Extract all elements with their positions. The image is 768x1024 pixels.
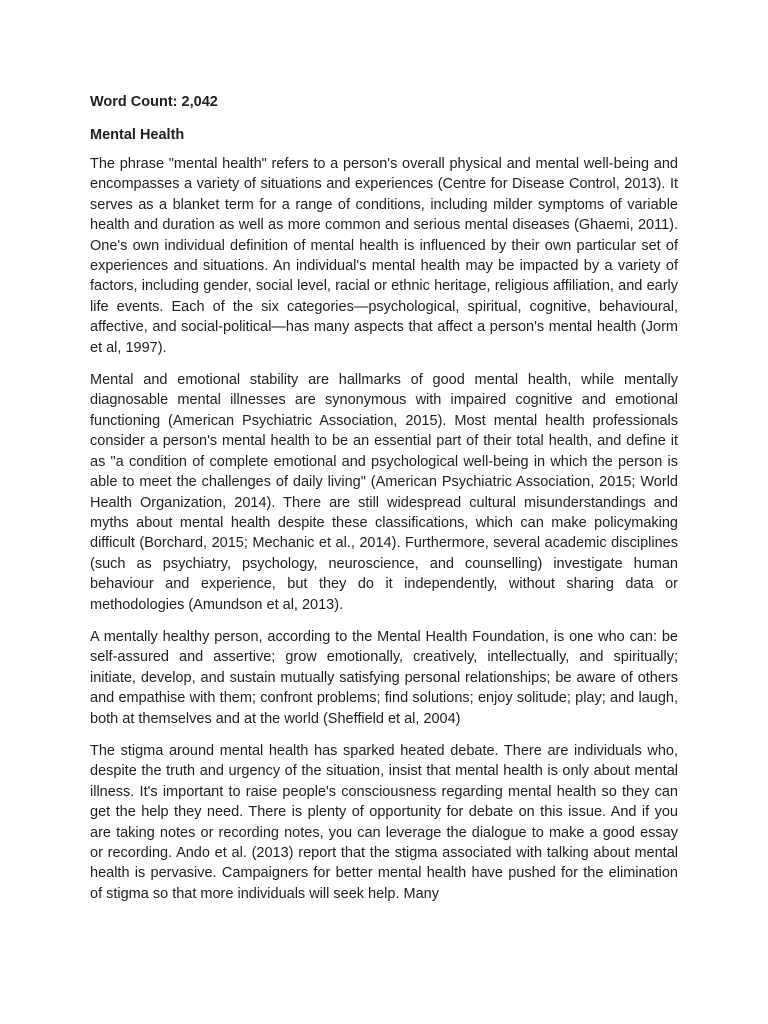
paragraph-4: The stigma around mental health has sparked heated debate. There are individuals who, despite the truth and urgency of the situation, insist that mental health is only about mental illness. It's important to raise people's consciousness regarding mental health so they can get the help they need. There is plenty of opportunity for debate on this issue. And if you are taking notes or recording notes, you can leverage the dialogue to make a good essay or recording. Ando et al. (2013) report that the stigma associated with talking about mental health is pervasive. Campaigners for better mental health have pushed for the elimination of stigma so that more individuals will seek help. Many <box>90 742 678 902</box>
paragraph-3: A mentally healthy person, according to the Mental Health Foundation, is one who can: be self-assured and assertive; grow emotionally, creatively, intellectually, and spiritually; initiate, develop, and sustain mutually satisfying personal relationships; be aware of others and empathise with them; confront problems; find solutions; enjoy solitude; play; and laugh, both at themselves and at the world (Sheffield et al, 2004) <box>90 628 678 727</box>
document-page <box>90 92 678 916</box>
paragraph-2: Mental and emotional stability are hallmarks of good mental health, while mentally diagnosable mental illnesses are synonymous with impaired cognitive and emotional functioning (American Psychiatric Association, 2015). Most mental health professionals consider a person's mental health to be an essential part of their total health, and define it as "a condition of complete emotional and psychological well-being in which the person is able to meet the challenges of daily living" (American Psychiatric Association, 2015; World Health Organization, 2014). There are still widespread cultural misunderstandings and myths about mental health despite these classifications, which can make policymaking difficult (Borchard, 2015; Mechanic et al., 2014). Furthermore, several academic disciplines (such as psychiatry, psychology, neuroscience, and counselling) investigate human behaviour and experience, but they do it independently, without sharing data or methodologies (Amundson et al, 2013). <box>90 372 678 613</box>
document-title: Mental Health <box>90 127 185 143</box>
word-count: Word Count: 2,042 <box>90 94 218 110</box>
paragraph-1: The phrase "mental health" refers to a person's overall physical and mental well-being and encompasses a variety of situations and experiences (Centre for Disease Control, 2013). It serves as a blanket term for a range of conditions, including milder symptoms of variable health and duration as well as more common and serious mental diseases (Ghaemi, 2011). One's own individual definition of mental health is influenced by their own particular set of experiences and situations. An individual's mental health may be impacted by a variety of factors, including gender, social level, racial or ethnic heritage, religious affiliation, and early life events. Each of the six categories—psychological, spiritual, cognitive, behavioural, affective, and social-political—has many aspects that affect a person's mental health (Jorm et al, 1997). <box>90 156 678 356</box>
